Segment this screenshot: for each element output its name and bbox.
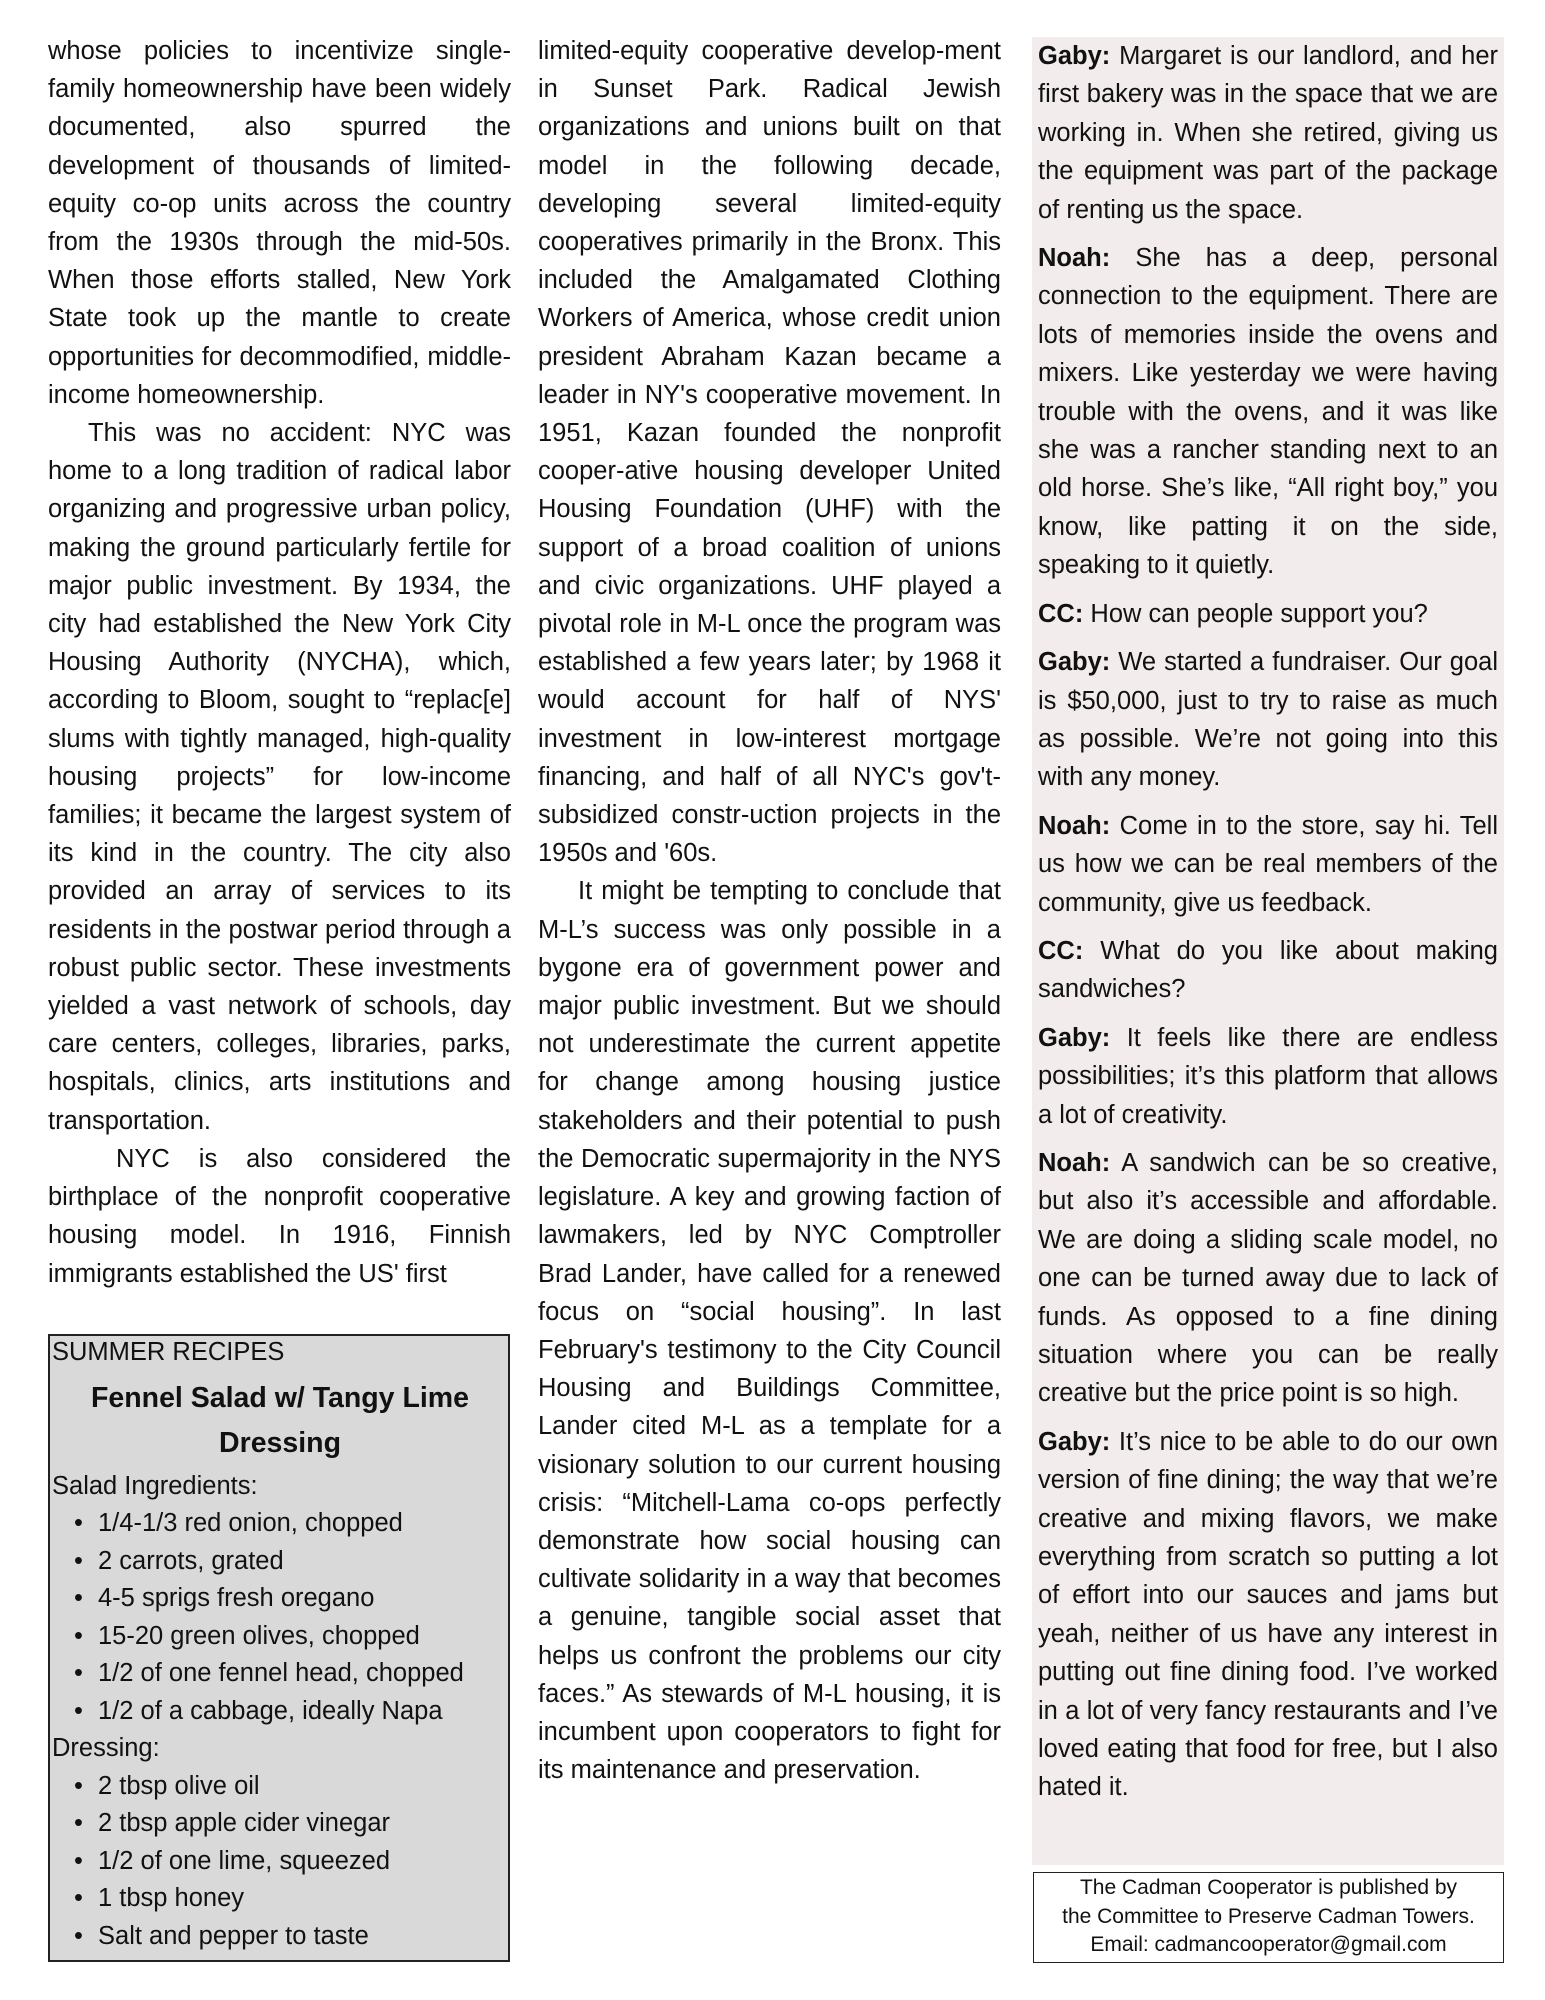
salad-ingredients-heading: Salad Ingredients:	[52, 1471, 258, 1500]
ingredient-item: • 1 tbsp honey	[74, 1880, 508, 1918]
ingredient-item: • 1/2 of a cabbage, ideally Napa	[74, 1693, 508, 1731]
interview-entry	[1038, 595, 1498, 633]
speaker-label: Noah:	[1038, 811, 1111, 840]
interview-text: It’s nice to be able to do our own version of fine dining; the way that we’re creative and mixing flavors, we make everything from scratch so putting a lot of effort into our sauces and jams but yeah, neither of us have any interest in putting out fine dining food. I’ve worked in a lot of very fancy restaurants and I’ve loved eating that food for free, but I also hated it.	[1038, 1427, 1498, 1802]
ingredient-item: • 2 tbsp olive oil	[74, 1768, 508, 1806]
interview-entry	[1038, 37, 1498, 229]
ingredient-item: • 2 tbsp apple cider vinegar	[74, 1805, 508, 1843]
interview-entry	[1038, 932, 1498, 1009]
article-paragraph: whose policies to incentivize single-family homeownership have been widely documented, also spurred the development of thousands of limited-equity co-op units across the country from the 1930s through the mid-50s. When those efforts stalled, New York State took up the mantle to create opportunities for decommodified, middle-income homeownership.	[48, 37, 511, 409]
speaker-label: Noah:	[1038, 1148, 1111, 1177]
interview-entry	[1038, 643, 1498, 797]
dressing-ingredients-list	[52, 1768, 508, 1956]
speaker-label: Gaby:	[1038, 648, 1111, 677]
interview-text: Margaret is our landlord, and her first bakery was in the space that we are working in. When she retired, giving us the equipment was part of the package of renting us the space.	[1038, 42, 1498, 224]
footer-line: The Cadman Cooperator is published by	[1079, 1876, 1458, 1899]
left-article-column	[48, 32, 511, 1293]
interview-panel	[1032, 37, 1504, 1865]
interview-entry	[1038, 239, 1498, 585]
speaker-label: Gaby:	[1038, 1427, 1111, 1456]
ingredient-item: • 1/4-1/3 red onion, chopped	[74, 1505, 508, 1543]
interview-text: What do you like about making sandwiches?	[1038, 936, 1498, 1004]
ingredient-item: • Salt and pepper to taste	[74, 1918, 508, 1956]
ingredient-item: • 15-20 green olives, chopped	[74, 1618, 508, 1656]
interview-entry	[1038, 1019, 1498, 1134]
article-paragraph: NYC is also considered the birthplace of the nonprofit cooperative housing model. In 1916, Finnish immigrants established the US' first	[48, 1144, 511, 1288]
interview-text: How can people support you?	[1090, 599, 1428, 628]
interview-entry	[1038, 1423, 1498, 1807]
ingredient-item: • 4-5 sprigs fresh oregano	[74, 1580, 508, 1618]
speaker-label: Noah:	[1038, 244, 1111, 273]
ingredient-item: • 1/2 of one fennel head, chopped	[74, 1655, 508, 1693]
publisher-footer	[1033, 1872, 1504, 1963]
interview-entry	[1038, 807, 1498, 922]
dressing-heading: Dressing:	[52, 1734, 160, 1762]
speaker-label: CC:	[1038, 936, 1084, 965]
interview-text: She has a deep, personal connection to the equipment. There are lots of memories inside the ovens and mixers. Like yesterday we were having trouble with the ovens, and it was like she was a rancher standing next to an old horse. She’s like, “All right boy,” you know, like patting it on the side, speaking to it quietly.	[1038, 244, 1498, 580]
speaker-label: Gaby:	[1038, 1023, 1111, 1052]
recipe-kicker: SUMMER RECIPES	[52, 1338, 285, 1366]
interview-text: A sandwich can be so creative, but also it’s accessible and affordable. We are doing a sliding scale model, no one can be turned away due to lack of funds. As opposed to a fine dining situation where you can be really creative but the price point is so high.	[1038, 1148, 1498, 1408]
speaker-label: Gaby:	[1038, 42, 1111, 70]
interview-text: We started a fundraiser. Our goal is $50,000, just to try to raise as much as possible. We’re not going into this with any money.	[1038, 648, 1498, 792]
speaker-label: CC:	[1038, 599, 1084, 628]
ingredient-item: • 1/2 of one lime, squeezed	[74, 1843, 508, 1881]
recipe-title: Fennel Salad w/ Tangy Lime Dressing	[91, 1381, 469, 1459]
article-paragraph: limited-equity cooperative develop-ment in Sunset Park. Radical Jewish organizations and unions built on that model in the following decade, developing several limited-equity cooperatives primarily in the Bronx. This included the Amalgamated Clothing Workers of America, whose credit union president Abraham Kazan became a leader in NY's cooperative movement. In 1951, Kazan founded the nonprofit cooper-ative housing developer United Housing Foundation (UHF) with the support of a broad coalition of unions and civic organizations. UHF played a pivotal role in M-L once the program was established a few years later; by 1968 it would account for half of NYS' investment in low-interest mortgage financing, and half of all NYC's gov't-subsidized constr-uction projects in the 1950s and '60s.	[538, 37, 1001, 868]
interview-entry	[1038, 1144, 1498, 1413]
footer-line: the Committee to Preserve Cadman Towers.	[1062, 1904, 1475, 1928]
ingredient-item: • 2 carrots, grated	[74, 1543, 508, 1581]
interview-text: It feels like there are endless possibilities; it’s this platform that allows a lot of creativity.	[1038, 1023, 1499, 1129]
recipe-box	[48, 1334, 510, 1962]
article-paragraph: This was no accident: NYC was home to a long tradition of radical labor organizing and progressive urban policy, making the ground particularly fertile for major public investment. By 1934, the city had established the New York City Housing Authority (NYCHA), which, according to Bloom, sought to “replac[e] slums with tightly managed, high-quality housing projects” for low-income families; it became the largest system of its kind in the country. The city also provided an array of services to its residents in the postwar period through a robust public sector. These investments yielded a vast network of schools, day care centers, colleges, libraries, parks, hospitals, clinics, arts institutions and transportation.	[48, 419, 511, 1135]
article-paragraph: It might be tempting to conclude that M-L’s success was only possible in a bygone era of government power and major public investment. But we should not underestimate the current appetite for change among housing justice stakeholders and their potential to push the Democratic supermajority in the NYS legislature. A key and growing faction of lawmakers, led by NYC Comptroller Brad Lander, have called for a renewed focus on “social housing”. In last February's testimony to the City Council Housing and Buildings Committee, Lander cited M-L as a template for a visionary solution to our current housing crisis: “Mitchell-Lama co-ops perfectly demonstrate how social housing can cultivate solidarity in a way that becomes a genuine, tangible social asset that helps us confront the problems our city faces.” As stewards of M-L housing, it is incumbent upon cooperators to fight for its maintenance and preservation.	[538, 877, 1001, 1785]
interview-text: Come in to the store, say hi. Tell us how we can be real members of the community, give us feedback.	[1038, 811, 1498, 917]
middle-article-column	[538, 32, 1001, 1789]
salad-ingredients-list	[52, 1505, 508, 1730]
footer-email[interactable]: Email: cadmancooperator@gmail.com	[1090, 1933, 1447, 1956]
